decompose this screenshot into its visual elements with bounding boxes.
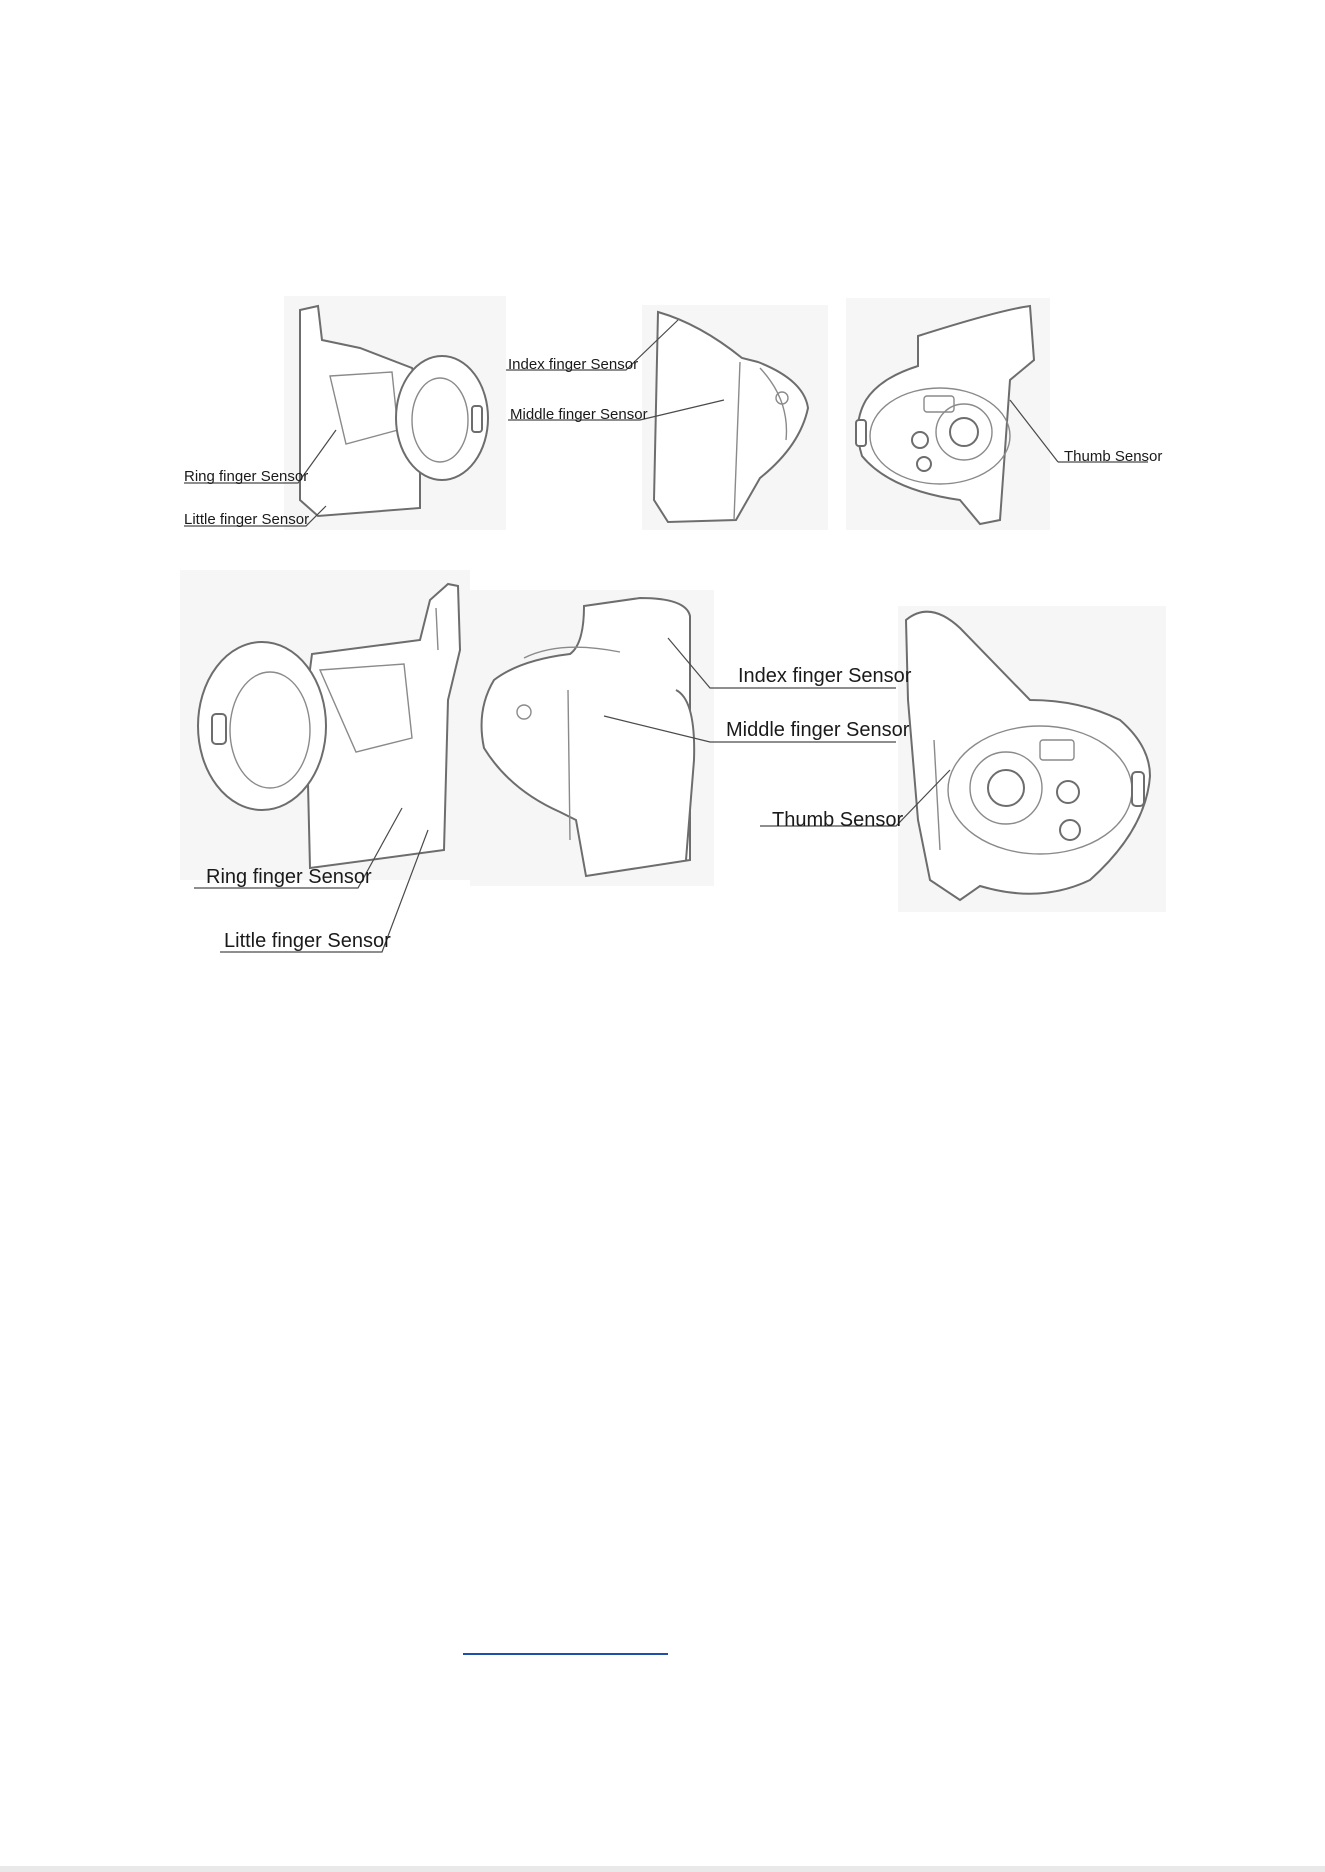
- top-thumb-sensor-label: Thumb Sensor: [1064, 448, 1163, 465]
- bottom-middle-finger-sensor-label: Middle finger Sensor: [726, 719, 910, 741]
- top-little-finger-sensor-label: Little finger Sensor: [184, 511, 310, 528]
- bottom-index-finger-sensor-label: Index finger Sensor: [738, 665, 912, 687]
- bottom-thumb-sensor-label: Thumb Sensor: [772, 809, 904, 831]
- hyperlink-underline[interactable]: [463, 1653, 668, 1655]
- bottom-little-finger-sensor-label: Little finger Sensor: [224, 930, 391, 952]
- page-bottom-edge: [0, 1866, 1325, 1872]
- bottom-ring-finger-sensor-label: Ring finger Sensor: [206, 866, 372, 888]
- top-index-finger-sensor-label: Index finger Sensor: [508, 356, 639, 373]
- top-middle-finger-sensor-label: Middle finger Sensor: [510, 406, 648, 423]
- top-ring-finger-sensor-label: Ring finger Sensor: [184, 468, 309, 485]
